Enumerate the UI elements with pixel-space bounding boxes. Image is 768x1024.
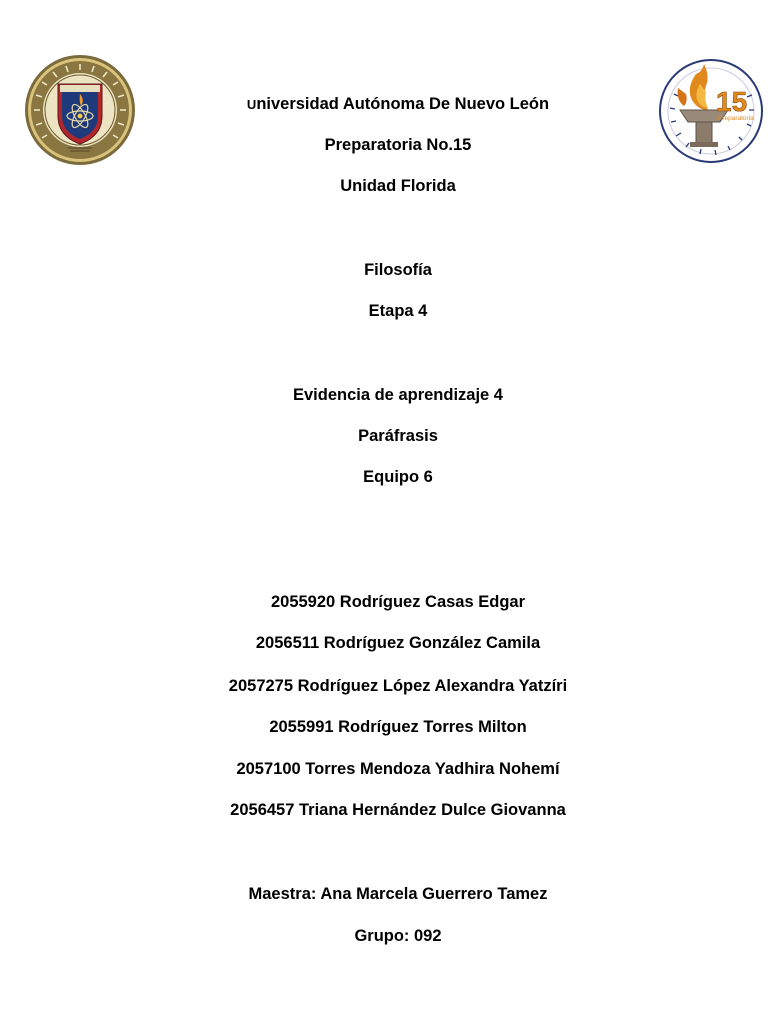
team-member: 2055991 Rodríguez Torres Milton xyxy=(269,718,527,736)
university-name-rest: niversidad Autónoma De Nuevo León xyxy=(256,95,550,113)
teacher-name: Maestra: Ana Marcela Guerrero Tamez xyxy=(248,885,548,903)
prepa-label-text: Preparatoria xyxy=(718,115,754,122)
team-member: 2056457 Triana Hernández Dulce Giovanna xyxy=(230,801,566,819)
university-name xyxy=(0,94,768,115)
prepa-number-text: 15 xyxy=(716,86,748,117)
team-member: 2057100 Torres Mendoza Yadhira Nohemí xyxy=(236,760,560,778)
team-member: 2055920 Rodríguez Casas Edgar xyxy=(270,593,526,611)
subject-name: Filosofía xyxy=(364,261,432,279)
evidence-title: Evidencia de aprendizaje 4 xyxy=(292,386,503,404)
unit-name: Unidad Florida xyxy=(340,177,456,195)
team-name: Equipo 6 xyxy=(363,468,433,486)
topic-title: Paráfrasis xyxy=(358,427,438,445)
team-member: 2056511 Rodríguez González Camila xyxy=(255,634,541,652)
group-number: Grupo: 092 xyxy=(354,927,442,945)
stage-name: Etapa 4 xyxy=(368,302,428,320)
team-member: 2057275 Rodríguez López Alexandra Yatzíri xyxy=(228,677,568,695)
school-name: Preparatoria No.15 xyxy=(324,136,472,154)
university-name-initial: U xyxy=(246,97,257,112)
